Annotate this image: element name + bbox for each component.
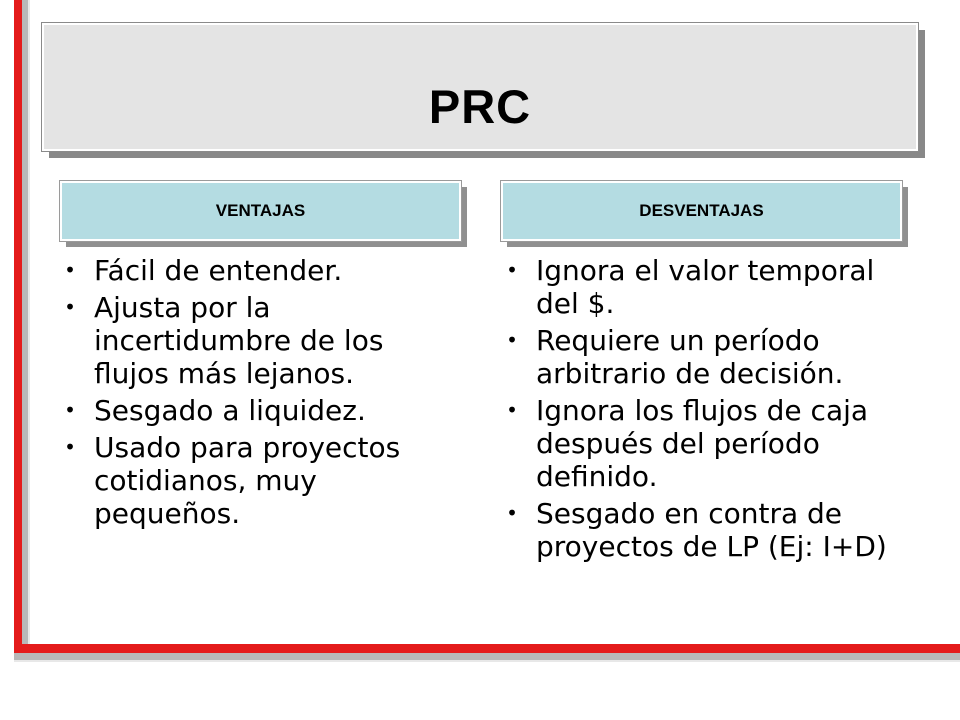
slide-frame-left	[14, 0, 22, 652]
advantages-header: VENTAJAS	[60, 181, 461, 241]
bullet-icon: •	[506, 258, 518, 282]
slide-frame-bottom	[14, 644, 960, 653]
list-item	[60, 291, 460, 390]
list-item	[60, 254, 460, 287]
bullet-icon: •	[64, 398, 76, 422]
slide-title: PRC	[428, 80, 532, 133]
list-item-text: Ajusta por la incertidumbre de los flujos más lejanos.	[94, 291, 384, 390]
list-item-text: Ignora los flujos de caja después del período definido.	[536, 394, 869, 493]
list-item-text: Sesgado en contra de proyectos de LP (Ej: I+D)	[536, 497, 887, 563]
list-item-text: Fácil de entender.	[94, 254, 343, 287]
list-item	[502, 394, 902, 493]
list-item-text: Sesgado a liquidez.	[94, 394, 366, 427]
bullet-icon: •	[506, 501, 518, 525]
list-item	[60, 394, 460, 427]
title-panel	[42, 23, 918, 151]
disadvantages-list	[502, 254, 902, 567]
list-item-text: Ignora el valor temporal del $.	[536, 254, 875, 320]
advantages-list	[60, 254, 460, 534]
list-item	[502, 254, 902, 320]
bullet-icon: •	[506, 328, 518, 352]
bullet-icon: •	[64, 295, 76, 319]
list-item-text: Usado para proyectos cotidianos, muy pequeños.	[94, 431, 401, 530]
list-item	[60, 431, 460, 530]
bullet-icon: •	[64, 435, 76, 459]
disadvantages-header: DESVENTAJAS	[501, 181, 902, 241]
list-item	[502, 324, 902, 390]
list-item-text: Requiere un período arbitrario de decisión.	[536, 324, 844, 390]
bullet-icon: •	[64, 258, 76, 282]
list-item	[502, 497, 902, 563]
bullet-icon: •	[506, 398, 518, 422]
